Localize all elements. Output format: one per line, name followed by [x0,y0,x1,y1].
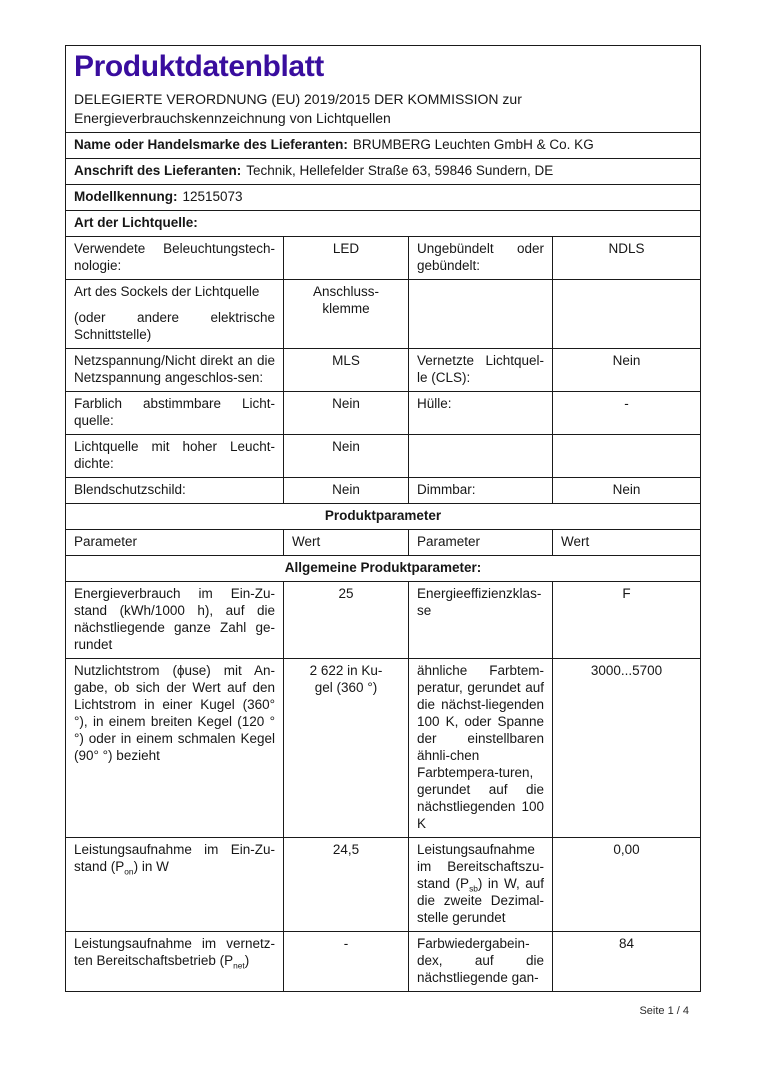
value-cell: - [553,392,701,435]
value-cell: Nein [553,349,701,392]
table-row [66,659,701,838]
value-cell [553,280,701,349]
value-cell: 25 [284,582,409,659]
param-cell [66,280,284,349]
model-id-cell [66,185,701,211]
param-cell: Leistungsaufnahme im Ein-Zu-stand $(P_{on})$ in W [66,838,284,932]
param-cell: Leistungsaufnahme im Bereitschaftszu-stand $(P_{sb})$ in W, auf die zweite Dezimal-stelle gerundet [409,838,553,932]
value-cell: MLS [284,349,409,392]
param-cell: Blendschutzschild: [66,478,284,504]
supplier-address-cell [66,159,701,185]
table-row [66,280,701,349]
table-row [66,237,701,280]
table-row [66,435,701,478]
value-cell: LED [284,237,409,280]
supplier-name-value: BRUMBERG Leuchten GmbH & Co. KG [352,137,594,152]
param-cell: ähnliche Farbtem-peratur, gerundet auf die nächst-liegenden 100 K, oder Spanne der einstellbaren ähnli-chen Farbtempera-turen, gerundet auf die nächstliegenden 100 K [409,659,553,838]
value-cell: 2 622 in Ku- gel (360 °) [284,659,409,838]
value-cell: 84 [553,932,701,992]
value-cell: Nein [284,392,409,435]
regulation-text-line2: Energieverbrauchskennzeichnung von Lichtquellen [74,109,391,126]
param-cell: Ungebündelt oder gebündelt: [409,237,553,280]
param-header-row [66,530,701,556]
param-cell: Leistungsaufnahme im vernetz-ten Bereitschaftsbetrieb $(P_{net})$ [66,932,284,992]
page-title: Produktdatenblatt [74,50,324,83]
document-page [65,45,702,997]
value-cell: - [284,932,409,992]
param-cell [409,435,553,478]
table-row [66,349,701,392]
header-row [66,46,701,133]
param-cell: Nutzlichtstrom (ϕuse) mit An-gabe, ob sich der Wert auf den Lichtstrom in einer Kugel (360° °), in einem breiten Kegel (120 °°) oder in einem schmalen Kegel (90° °) bezieht [66,659,284,838]
param-cell: Dimmbar: [409,478,553,504]
param-cell: Farbwiedergabein-dex, auf die nächstliegende gan- [409,932,553,992]
regulation-text-line1: DELEGIERTE VERORDNUNG (EU) 2019/2015 DER KOMMISSION zur [74,91,522,107]
supplier-name-cell [66,133,701,159]
supplier-address-label: Anschrift des Lieferanten: [74,163,242,178]
supplier-name-label: Name oder Handelsmarke des Lieferanten: [74,137,348,152]
datasheet-table [65,45,701,992]
param-cell: Energieeffizienzklas- se [409,582,553,659]
param-cell: Farblich abstimmbare Licht-quelle: [66,392,284,435]
table-row [66,392,701,435]
model-id-label: Modellkennung: [74,189,178,204]
param-cell: Netzspannung/Nicht direkt an die Netzspannung angeschlos-sen: [66,349,284,392]
model-id-value: 12515073 [182,189,243,204]
supplier-address-value: Technik, Hellefelder Straße 63, 59846 Sundern, DE [246,163,554,178]
param-cell: Lichtquelle mit hoher Leucht-dichte: [66,435,284,478]
param-cell: Energieverbrauch im Ein-Zu-stand (kWh/1000 h), auf die nächstliegende ganze Zahl ge-rundet [66,582,284,659]
param-cell [409,280,553,349]
param-cell: Hülle: [409,392,553,435]
param-text: (oder andere elektrische Schnittstelle) [74,310,275,342]
table-row [66,478,701,504]
table-row [66,838,701,932]
section-row-art [66,211,701,237]
column-header: Wert [284,530,409,556]
param-cell: Verwendete Beleuchtungstech-nologie: [66,237,284,280]
section-row-allgemeine [66,556,701,582]
value-cell: Nein [553,478,701,504]
value-cell: Anschluss- klemme [284,280,409,349]
section-art-der-lichtquelle: Art der Lichtquelle: [66,211,701,237]
page-number: Seite 1 / 4 [639,1005,689,1017]
value-cell [553,435,701,478]
section-produktparameter: Produktparameter [66,504,701,530]
value-cell: Nein [284,435,409,478]
value-cell: NDLS [553,237,701,280]
supplier-address-row [66,159,701,185]
section-allgemeine-produktparameter: Allgemeine Produktparameter: [66,556,701,582]
header-cell [66,46,701,133]
param-cell: Vernetzte Lichtquel-le (CLS): [409,349,553,392]
value-cell: Nein [284,478,409,504]
column-header: Wert [553,530,701,556]
value-cell: 0,00 [553,838,701,932]
column-header: Parameter [66,530,284,556]
table-row [66,932,701,992]
value-cell: F [553,582,701,659]
value-cell: 3000...5700 [553,659,701,838]
column-header: Parameter [409,530,553,556]
model-id-row [66,185,701,211]
param-text: Art des Sockels der Lichtquelle [74,284,260,299]
supplier-name-row [66,133,701,159]
table-row [66,582,701,659]
section-row-produktparameter [66,504,701,530]
value-cell: 24,5 [284,838,409,932]
